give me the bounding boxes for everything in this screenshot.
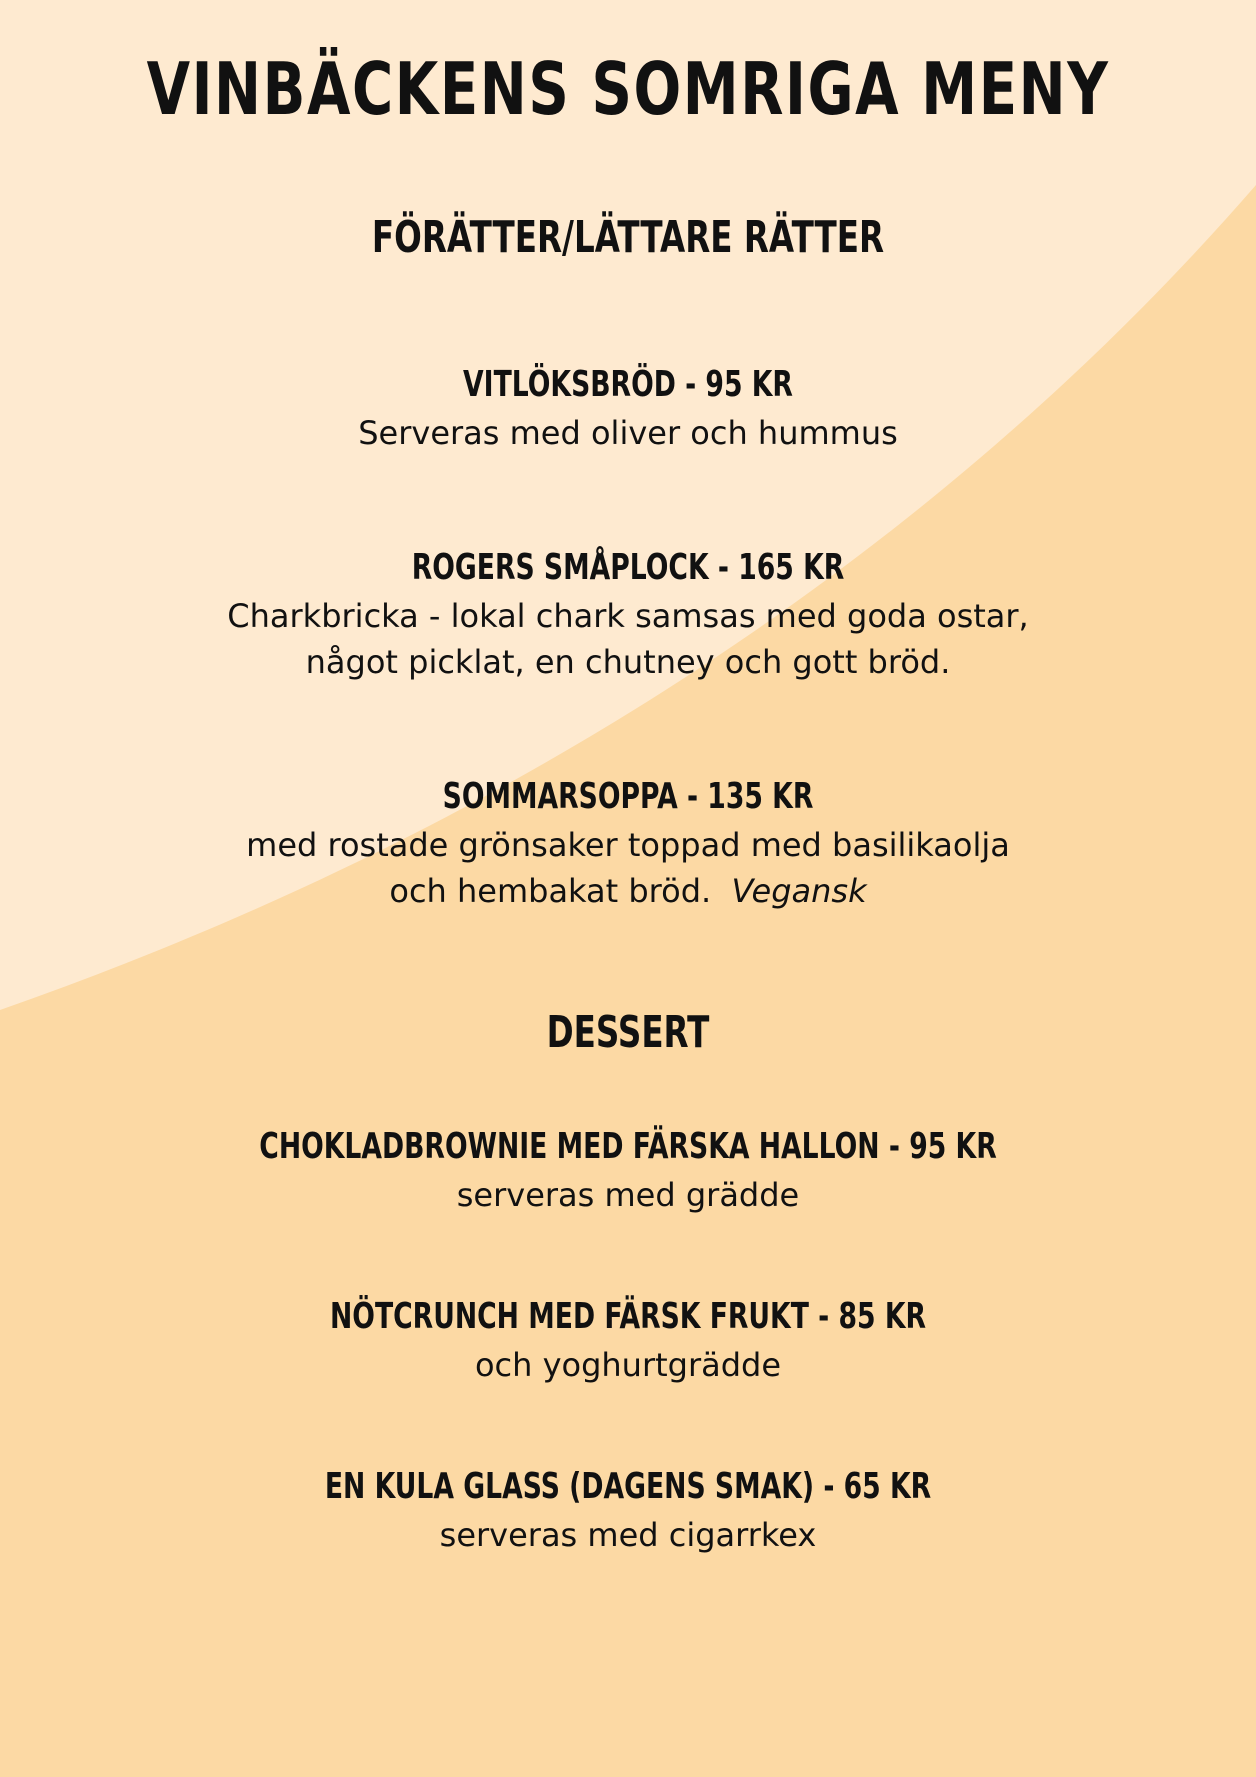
item-name: SOMMARSOPPA - 135 KR	[442, 776, 814, 817]
item-description	[0, 410, 1256, 456]
item-name: NÖTCRUNCH MED FÄRSK FRUKT - 85 KR	[330, 1296, 926, 1337]
item-name: EN KULA GLASS (DAGENS SMAK) - 65 KR	[324, 1466, 932, 1507]
item-desc-line	[0, 868, 1256, 914]
item-desc-line: serveras med cigarrkex	[439, 1516, 817, 1555]
item-name: CHOKLADBROWNIE MED FÄRSKA HALLON - 95 KR	[259, 1126, 997, 1167]
menu-item	[0, 775, 1256, 914]
item-desc-line: Charkbricka - lokal chark samsas med goda ostar,	[227, 597, 1029, 636]
section-title-starters: FÖRÄTTER/LÄTTARE RÄTTER	[371, 212, 885, 263]
menu-item	[0, 363, 1256, 456]
menu-item	[0, 1295, 1256, 1388]
item-desc-line: något picklat, en chutney och gott bröd.	[305, 643, 951, 682]
item-description	[0, 1172, 1256, 1218]
vegan-note: Vegansk	[731, 872, 867, 911]
menu-item	[0, 546, 1256, 685]
item-desc-line: serveras med grädde	[456, 1176, 800, 1215]
item-description	[0, 1342, 1256, 1388]
menu-item	[0, 1125, 1256, 1218]
menu-item	[0, 1465, 1256, 1558]
item-name: ROGERS SMÅPLOCK - 165 KR	[411, 547, 845, 588]
section-title-dessert: DESSERT	[546, 1007, 710, 1058]
item-description	[0, 822, 1256, 914]
item-desc-line: och yoghurtgrädde	[474, 1346, 782, 1385]
item-desc-line: Serveras med oliver och hummus	[358, 414, 898, 453]
item-name: VITLÖKSBRÖD - 95 KR	[463, 364, 793, 405]
item-description	[0, 593, 1256, 685]
item-description	[0, 1512, 1256, 1558]
item-desc-line: med rostade grönsaker toppad med basilikaolja	[246, 826, 1010, 865]
item-desc-text: och hembakat bröd.	[389, 872, 712, 911]
menu-title: VINBÄCKENS SOMRIGA MENY	[146, 47, 1110, 131]
